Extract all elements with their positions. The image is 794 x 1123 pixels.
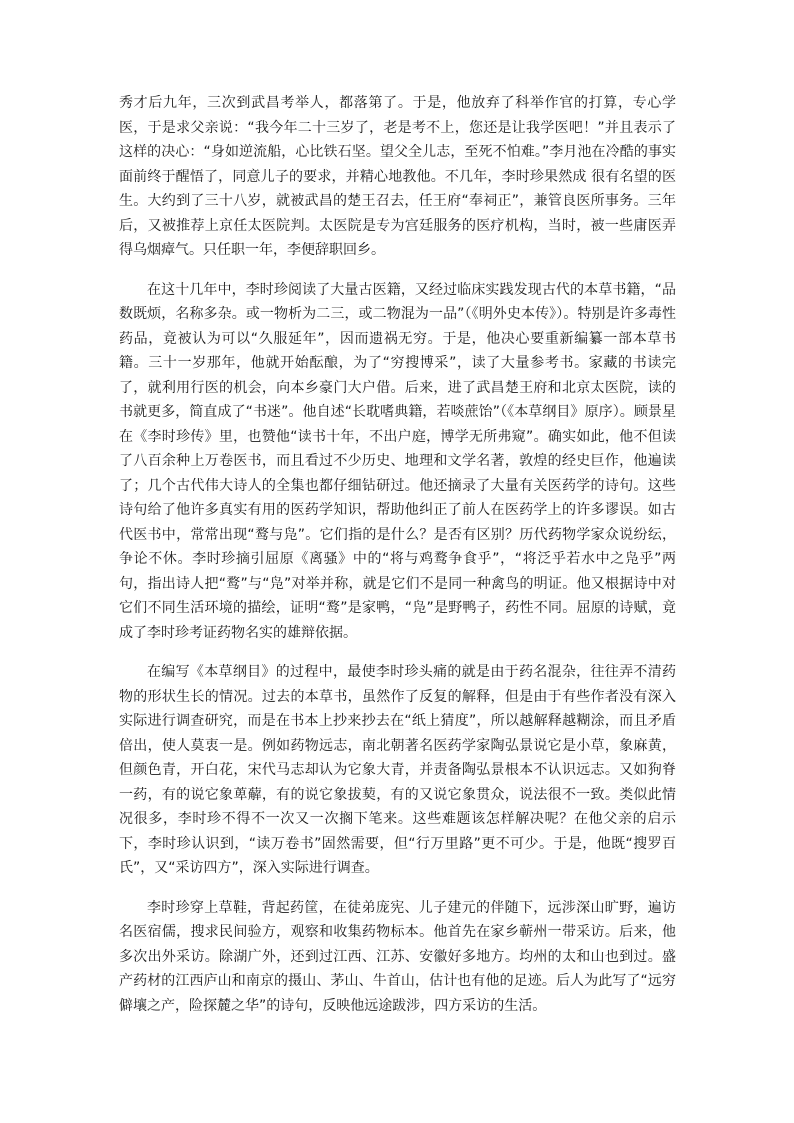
paragraph-1: 秀才后九年，三次到武昌考举人，都落第了。于是，他放弃了科举作官的打算，专心学医，于是求父亲说：“我今年二十三岁了，老是考不上，您还是让我学医吧！”并且表示了这样的决心：“身如逆流船，心比铁石坚。望父全儿志，至死不怕难。”李月池在冷酷的事实面前终于醒悟了，同意儿子的要求，并精心地教他。不几年，李时珍果然成 很有名望的医生。大约到了三十八岁，就被武昌的楚王召去，任王府“奉祠正”，兼管良医所事务。三年后，又被推荐上京任太医院判。太医院是专为宫廷服务的医疗机构，当时，被一些庸医弄得乌烟瘴气。只任职一年，李便辞职回乡。: [119, 95, 676, 258]
paragraph-4: 李时珍穿上草鞋，背起药筐，在徒弟庞宪、儿子建元的伴随下，远涉深山旷野，遍访名医宿儒，搜求民间验方，观察和收集药物标本。他首先在家乡蕲州一带采访。后来，他多次出外采访。除湖广外，还到过江西、江苏、安徽好多地方。均州的太和山也到过。盛产药材的江西庐山和南京的摄山、茅山、牛首山，估计也有他的足迹。后人为此写了“远穷僻壤之产，险探麓之华”的诗句，反映他远途跋涉，四方采访的生活。: [119, 899, 676, 1014]
paragraph-3: 在编写《本草纲目》的过程中，最使李时珍头痛的就是由于药名混杂，往往弄不清药物的形状生长的情况。过去的本草书，虽然作了反复的解释，但是由于有些作者没有深入实际进行调查研究，而是在书本上抄来抄去在“纸上猜度”，所以越解释越糊涂，而且矛盾倍出，使人莫衷一是。例如药物远志，南北朝著名医药学家陶弘景说它是小草，象麻黄，但颜色青，开白花，宋代马志却认为它象大青，并责备陶弘景根本不认识远志。又如狗脊一药，有的说它象萆薢，有的说它象拔葜，有的又说它象贯众，说法很不一致。类似此情况很多，李时珍不得不一次又一次搁下笔来。这些难题该怎样解决呢？在他父亲的启示下，李时珍认识到，“读万卷书”固然需要，但“行万里路”更不可少。于是，他既“搜罗百氏”，又“采访四方”，深入实际进行调查。: [119, 664, 676, 876]
paragraph-2: 在这十几年中，李时珍阅读了大量古医籍，又经过临床实践发现古代的本草书籍，“品数既烦，名称多杂。或一物析为二三，或二物混为一品”（《明外史本传》）。特别是许多毒性药品，竟被认为可以“久服延年”，因而遗祸无穷。于是，他决心要重新编纂一部本草书籍。三十一岁那年，他就开始酝酿，为了“穷搜博采”，读了大量参考书。家藏的书读完了，就利用行医的机会，向本乡豪门大户借。后来，进了武昌楚王府和北京太医院，读的书就更多，简直成了“书迷”。他自述“长耽嗜典籍，若啖蔗饴”（《本草纲目》原序）。顾景星在《李时珍传》里，也赞他“读书十年，不出户庭，博学无所弗窥”。确实如此，他不但读了八百余种上万卷医书，而且看过不少历史、地理和文学名著，敦煌的经史巨作，他遍读了；几个古代伟大诗人的全集也都仔细钻研过。他还摘录了大量有关医药学的诗句。这些诗句给了他许多真实有用的医药学知识，帮助他纠正了前人在医药学上的许多谬误。如古代医书中，常常出现“鹜与凫”。它们指的是什么？是否有区别？历代药物学家众说纷纭，争论不休。李时珍摘引屈原《离骚》中的“将与鸡鹜争食乎”，“将泛乎若水中之凫乎”两句，指出诗人把“鹜”与“凫”对举并称，就是它们不是同一种禽鸟的明证。他又根据诗中对它们不同生活环境的描绘，证明“鹜”是家鸭，“凫”是野鸭子，药性不同。屈原的诗赋，竟成了李时珍考证药物名实的雄辩依据。: [119, 281, 676, 641]
